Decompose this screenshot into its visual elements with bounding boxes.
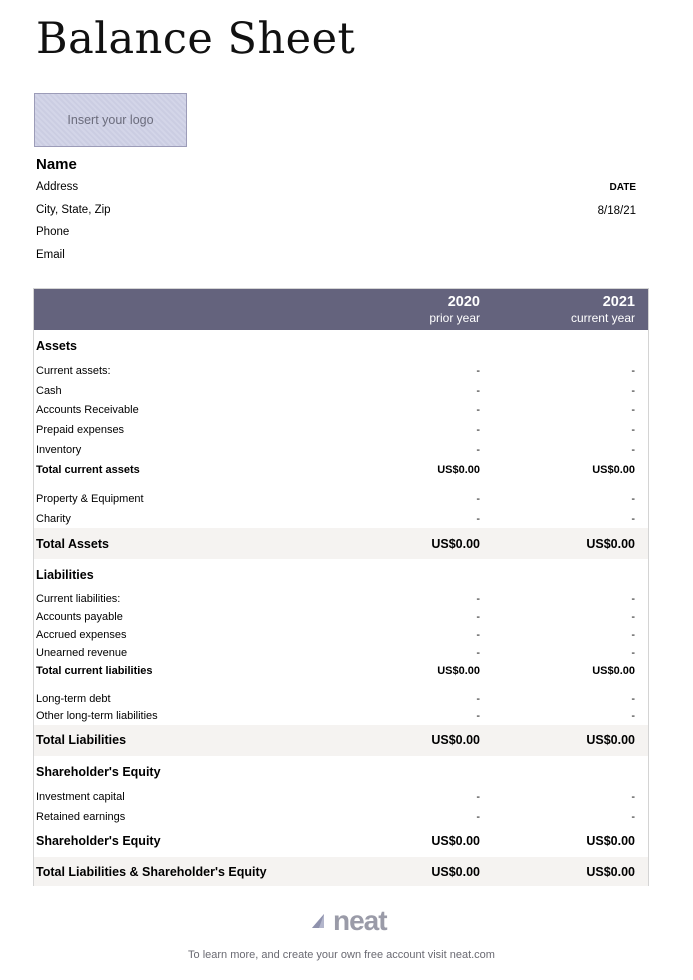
email-line: Email [36, 249, 65, 261]
balance-table [33, 288, 649, 886]
row-label: Long-term debt [36, 693, 111, 705]
row-label: Current assets: [36, 365, 111, 377]
prior-year-column-header [429, 294, 480, 326]
current-value[interactable]: - [631, 611, 635, 623]
current-value: US$0.00 [586, 537, 635, 551]
total-assets-band [34, 528, 648, 559]
prior-value: US$0.00 [437, 665, 480, 677]
current-value[interactable]: - [631, 629, 635, 641]
row-label: Charity [36, 513, 71, 525]
row-label: Total current liabilities [36, 665, 153, 677]
row-label: Retained earnings [36, 811, 126, 823]
prior-value[interactable]: - [476, 791, 480, 803]
current-value[interactable]: - [631, 811, 635, 823]
current-year: 2021 [602, 294, 635, 310]
prior-value[interactable]: - [476, 365, 480, 377]
current-value: US$0.00 [586, 834, 635, 848]
prior-year-caption: prior year [429, 311, 480, 325]
equity-heading: Shareholder's Equity [36, 765, 161, 779]
neat-logo-wordmark: neat [333, 905, 387, 936]
current-value[interactable]: - [631, 444, 635, 456]
neat-logo[interactable] [310, 906, 387, 936]
prior-value: US$0.00 [431, 733, 480, 747]
current-value[interactable]: - [631, 693, 635, 705]
prior-value: US$0.00 [437, 464, 480, 476]
prior-value[interactable]: - [476, 493, 480, 505]
prior-value: US$0.00 [431, 537, 480, 551]
current-value[interactable]: - [631, 710, 635, 722]
row-label: Current liabilities: [36, 593, 121, 605]
prior-value[interactable]: - [476, 593, 480, 605]
current-year-caption: current year [570, 311, 635, 325]
table-header [34, 289, 648, 330]
row-label: Total current assets [36, 464, 140, 476]
prior-value[interactable]: - [476, 811, 480, 823]
current-value[interactable]: - [631, 424, 635, 436]
current-value[interactable]: - [631, 365, 635, 377]
prior-value[interactable]: - [476, 611, 480, 623]
current-value[interactable]: - [631, 791, 635, 803]
date-label: DATE [609, 182, 636, 193]
footer-text: To learn more, and create your own free account visit neat.com [188, 949, 495, 961]
address-line: Address [36, 181, 79, 193]
phone-line: Phone [36, 226, 70, 238]
current-year-column-header [571, 294, 635, 326]
prior-value[interactable]: - [476, 444, 480, 456]
row-label: Investment capital [36, 791, 125, 803]
liabilities-heading: Liabilities [36, 568, 94, 582]
prior-year: 2020 [447, 294, 480, 310]
prior-value[interactable]: - [476, 513, 480, 525]
prior-value[interactable]: - [476, 404, 480, 416]
page-title: Balance Sheet [36, 14, 356, 64]
current-value: US$0.00 [592, 665, 635, 677]
row-label: Cash [36, 385, 62, 397]
city-state-zip-line: City, State, Zip [36, 204, 111, 216]
prior-value[interactable]: - [476, 647, 480, 659]
current-value[interactable]: - [631, 404, 635, 416]
prior-value[interactable]: - [476, 385, 480, 397]
row-label: Shareholder's Equity [36, 834, 161, 848]
row-label: Accounts Receivable [36, 404, 139, 416]
company-name: Name [36, 156, 77, 173]
current-value: US$0.00 [586, 733, 635, 747]
current-value[interactable]: - [631, 493, 635, 505]
current-value: US$0.00 [586, 865, 635, 879]
logo-placeholder-label: Insert your logo [67, 113, 154, 127]
prior-value[interactable]: - [476, 710, 480, 722]
row-label: Total Liabilities [36, 733, 127, 747]
neat-logo-icon [310, 912, 330, 930]
prior-value[interactable]: - [476, 693, 480, 705]
prior-value: US$0.00 [431, 865, 480, 879]
row-label: Accrued expenses [36, 629, 127, 641]
prior-value[interactable]: - [476, 424, 480, 436]
current-value[interactable]: - [631, 385, 635, 397]
row-label: Prepaid expenses [36, 424, 125, 436]
row-label: Total Liabilities & Shareholder's Equity [36, 865, 267, 879]
row-label: Inventory [36, 444, 82, 456]
assets-heading: Assets [36, 339, 77, 353]
row-label: Other long-term liabilities [36, 710, 158, 722]
current-value: US$0.00 [592, 464, 635, 476]
logo-placeholder[interactable] [34, 93, 187, 147]
current-value[interactable]: - [631, 593, 635, 605]
row-label: Total Assets [36, 537, 109, 551]
date-value: 8/18/21 [597, 205, 636, 217]
row-label: Property & Equipment [36, 493, 144, 505]
total-liabilities-band [34, 725, 648, 756]
current-value[interactable]: - [631, 513, 635, 525]
prior-value: US$0.00 [431, 834, 480, 848]
row-label: Accounts payable [36, 611, 123, 623]
current-value[interactable]: - [631, 647, 635, 659]
prior-value[interactable]: - [476, 629, 480, 641]
row-label: Unearned revenue [36, 647, 128, 659]
